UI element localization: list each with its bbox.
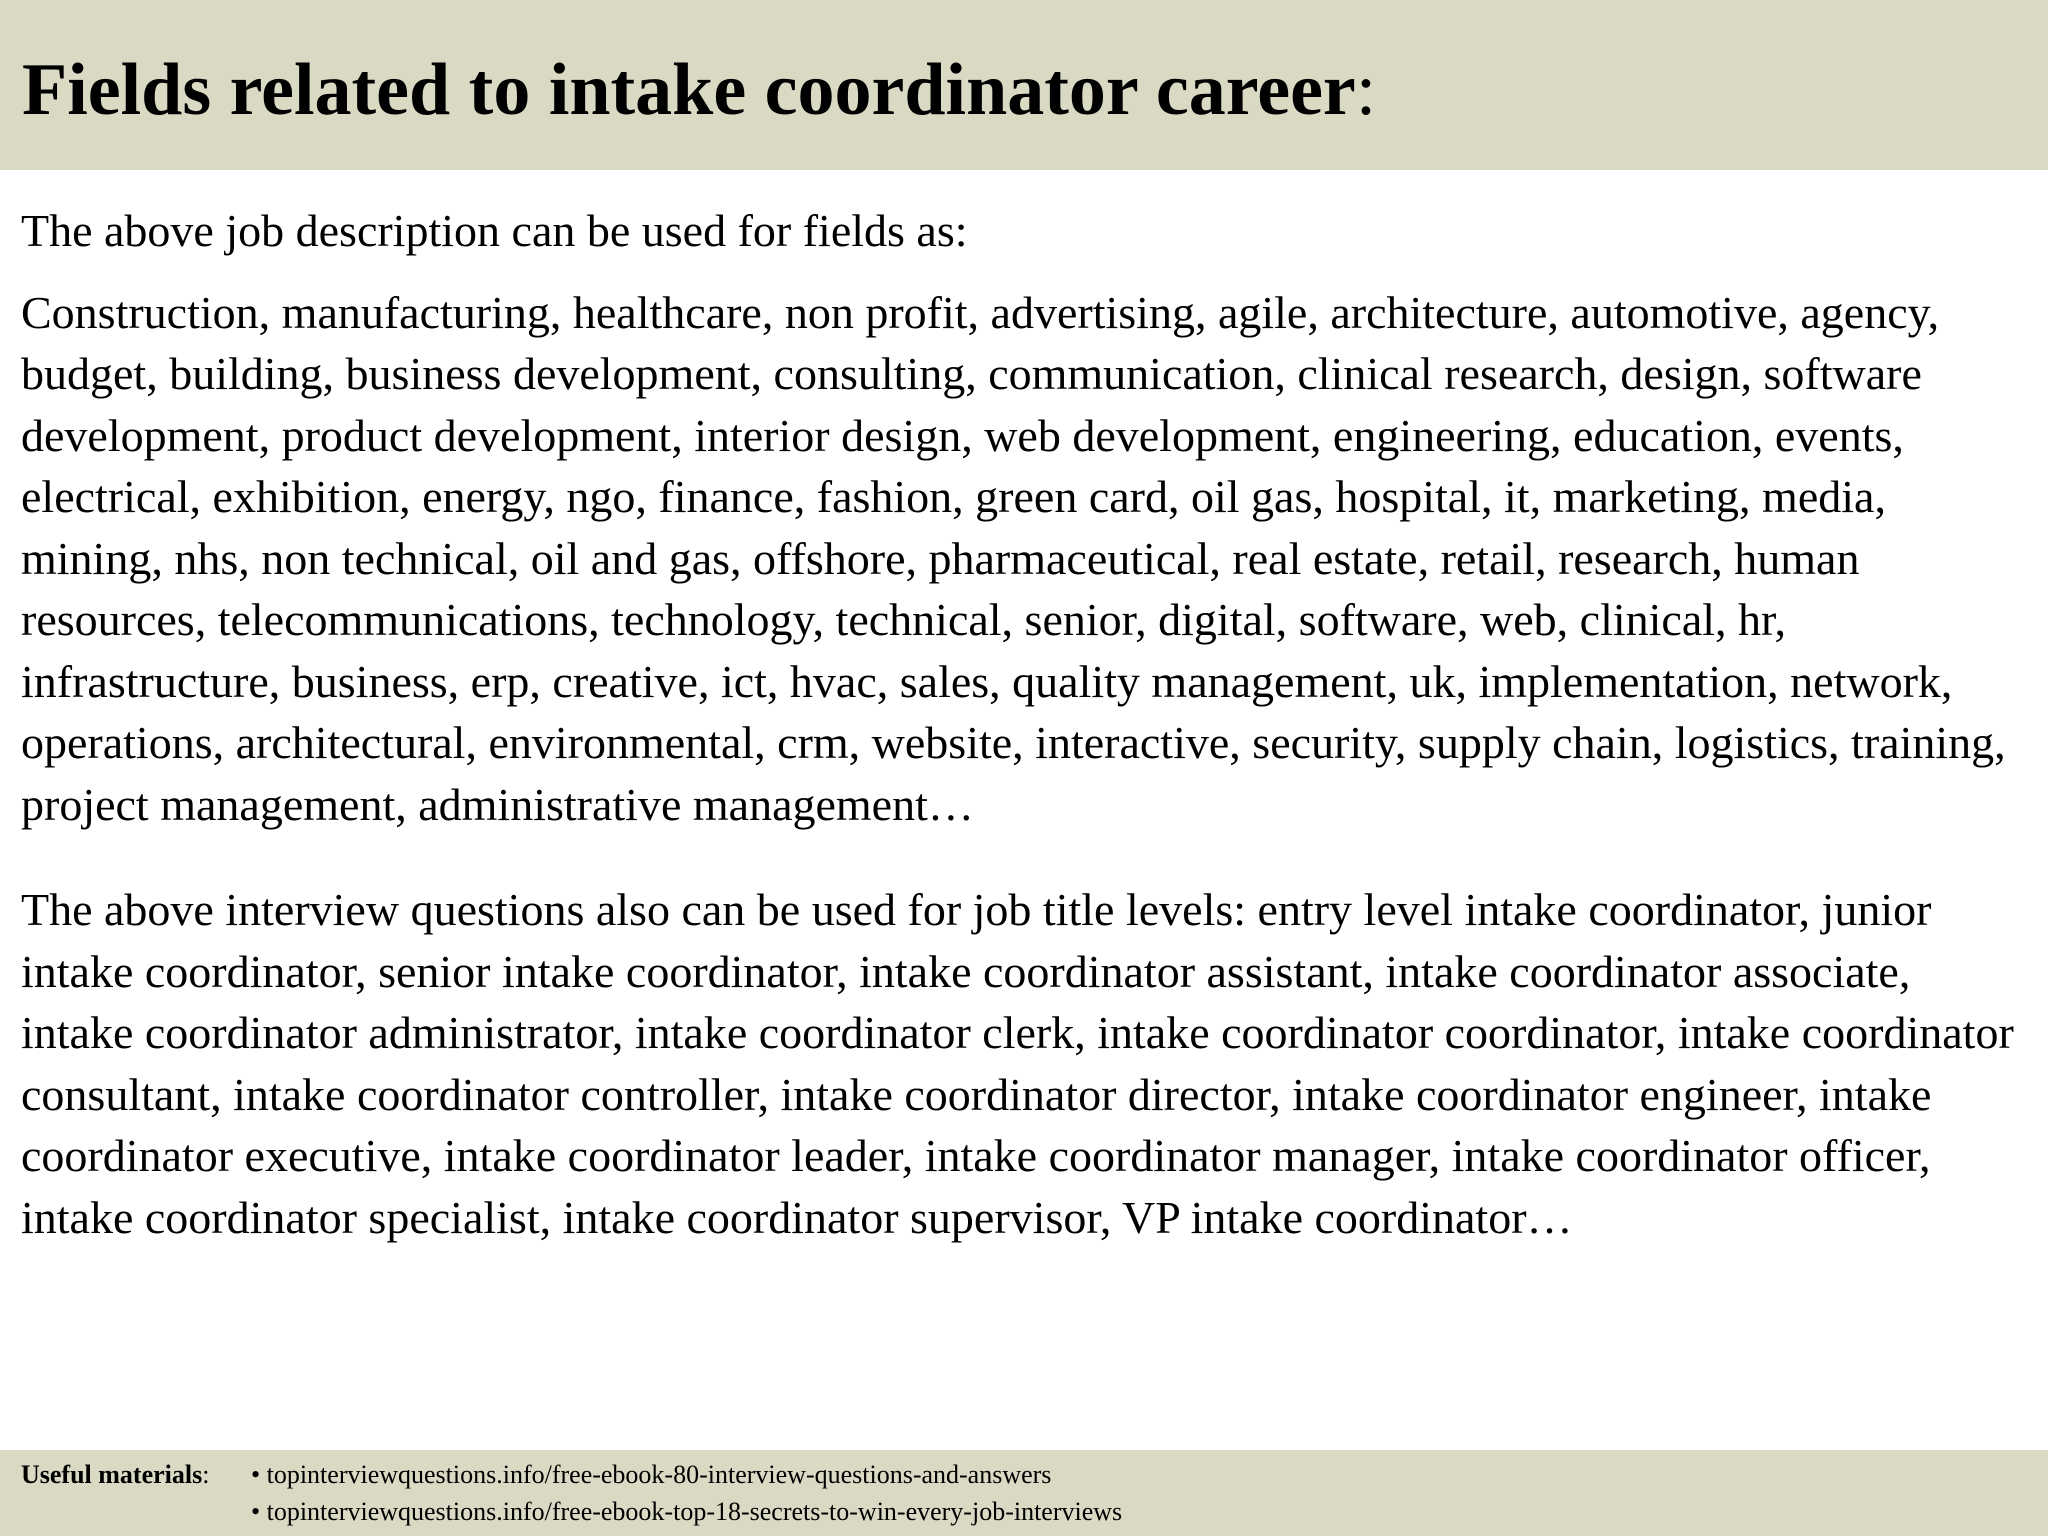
slide-title-colon: : [1355, 49, 1377, 131]
footer-label-spacer [21, 1493, 251, 1530]
footer-link-ebook-18-secrets[interactable]: • topinterviewquestions.info/free-ebook-top-18-secrets-to-win-every-job-interviews [251, 1497, 1123, 1526]
intro-paragraph: The above job description can be used for fields as: [21, 205, 968, 256]
slide-body [21, 200, 2031, 1248]
footer-row-1 [21, 1456, 1122, 1493]
slide-title [22, 48, 1376, 132]
useful-materials-label: Useful materials [21, 1460, 203, 1489]
footer-link-ebook-80-questions[interactable]: • topinterviewquestions.info/free-ebook-80-interview-questions-and-answers [251, 1460, 1052, 1489]
useful-materials-footer [21, 1456, 1122, 1530]
job-levels-paragraph: The above interview questions also can be used for job title levels: entry level intake coordinator, junior intake coordinator, senior intake coordinator, intake coordinator assistant, intake coordinator associate, intake coordinator administrator, intake coordinator clerk, intake coordinator coordinator, intake coordinator consultant, intake coordinator controller, intake coordinator director, intake coordinator engineer, intake coordinator executive, intake coordinator leader, intake coordinator manager, intake coordinator officer, intake coordinator specialist, intake coordinator supervisor, VP intake coordinator… [21, 884, 2014, 1243]
slide-title-text: Fields related to intake coordinator career [22, 49, 1356, 131]
footer-row-2 [21, 1493, 1122, 1530]
footer-label-col [21, 1456, 251, 1493]
useful-materials-label-suffix: : [202, 1460, 210, 1489]
fields-paragraph: Construction, manufacturing, healthcare, non profit, advertising, agile, architecture, automotive, agency, budget, building, business development, consulting, communication, clinical research, design, software development, product development, interior design, web development, engineering, education, events, electrical, exhibition, energy, ngo, finance, fashion, green card, oil gas, hospital, it, marketing, media, mining, nhs, non technical, oil and gas, offshore, pharmaceutical, real estate, retail, research, human resources, telecommunications, technology, technical, senior, digital, software, web, clinical, hr, infrastructure, business, erp, creative, ict, hvac, sales, quality management, uk, implementation, network, operations, architectural, environmental, crm, website, interactive, security, supply chain, logistics, training, project management, administrative management… [21, 286, 2006, 830]
